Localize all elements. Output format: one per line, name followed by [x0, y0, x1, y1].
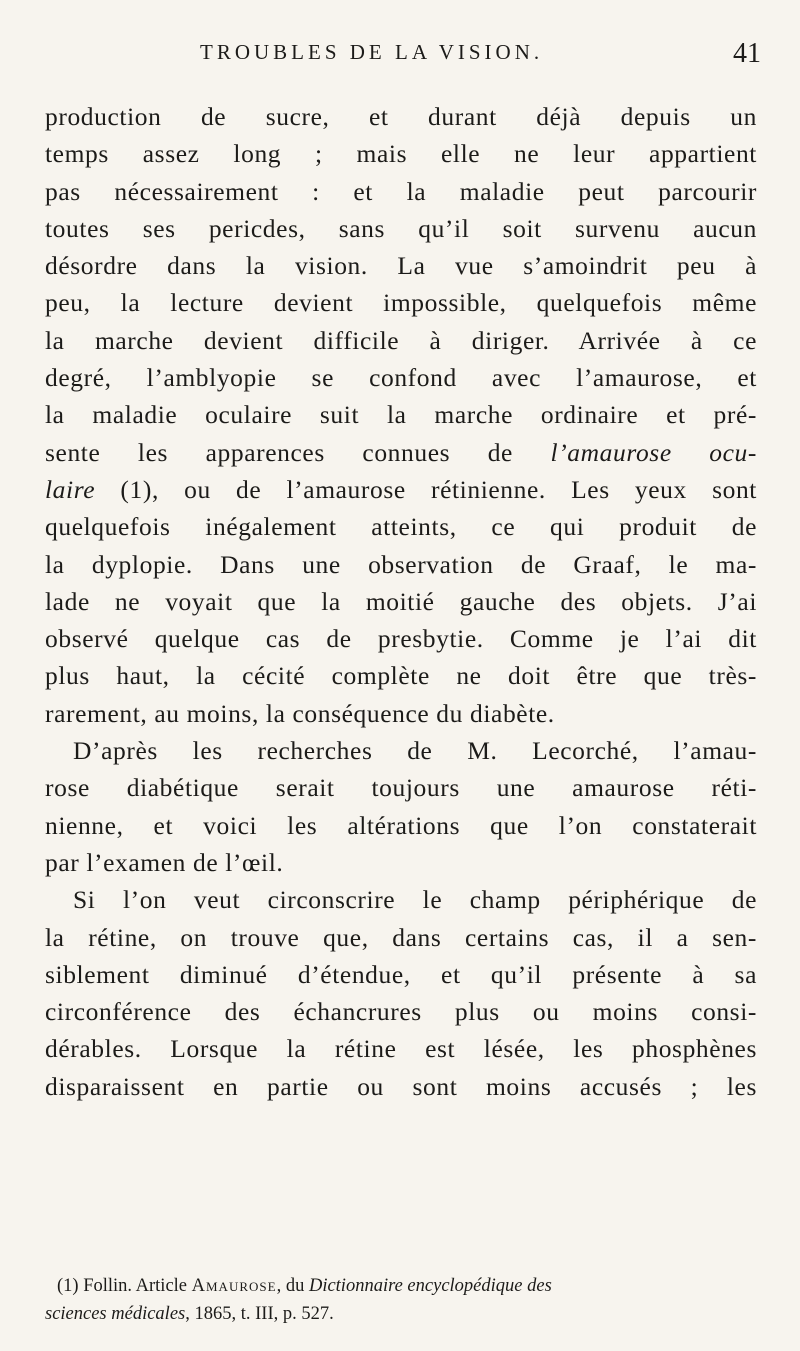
text-line: degré, l’amblyopie se confond avec l’amaurose, et — [45, 363, 757, 393]
text-line: rose diabétique serait toujours une amaurose réti- — [45, 773, 757, 803]
body-text — [45, 98, 757, 1105]
text-line-with-italic — [45, 434, 757, 471]
text-line: dérables. Lorsque la rétine est lésée, les phosphènes — [45, 1034, 757, 1064]
text-line-with-italic — [45, 471, 757, 508]
text-line: quelquefois inégalement atteints, ce qui produit de — [45, 512, 757, 542]
italic-term: l’amaurose ocu- — [550, 437, 757, 467]
footnote-marker: (1) — [57, 1276, 79, 1296]
text-line: circonférence des échancrures plus ou moins consi- — [45, 997, 757, 1027]
italic-term-continuation: laire — [45, 474, 96, 504]
running-header — [200, 40, 800, 74]
footnote — [45, 1272, 757, 1328]
paragraph-start: Si l’on veut circonscrire le champ périphérique de — [73, 885, 757, 915]
footnote-connector: , du — [276, 1276, 305, 1296]
page-number: 41 — [733, 38, 761, 69]
footnote-work-title-continuation: sciences médicales — [45, 1304, 186, 1324]
footnote-line — [45, 1272, 757, 1300]
text-segment: sente les apparences connues de — [45, 437, 551, 467]
text-line: nienne, et voici les altérations que l’on constaterait — [45, 810, 757, 840]
text-line: la marche devient difficile à diriger. Arrivée à ce — [45, 325, 757, 355]
text-line: pas nécessairement : et la maladie peut parcourir — [45, 176, 757, 206]
text-line: peu, la lecture devient impossible, quelquefois même — [45, 288, 757, 318]
text-line: plus haut, la cécité complète ne doit être que très- — [45, 661, 757, 691]
text-line: par l’examen de l’œil. — [45, 847, 284, 877]
text-segment: (1), ou de l’amaurose rétinienne. Les yeux sont — [95, 474, 757, 504]
text-line: observé quelque cas de presbytie. Comme je l’ai dit — [45, 624, 757, 654]
text-line: lade ne voyait que la moitié gauche des objets. J’ai — [45, 586, 757, 616]
text-line: désordre dans la vision. La vue s’amoindrit peu à — [45, 251, 757, 281]
text-line: temps assez long ; mais elle ne leur appartient — [45, 139, 757, 169]
text-line: production de sucre, et durant déjà depuis un — [45, 102, 757, 131]
running-title: TROUBLES DE LA VISION. — [200, 40, 544, 64]
text-line: la maladie oculaire suit la marche ordinaire et pré- — [45, 400, 757, 430]
footnote-article: Amaurose — [191, 1276, 277, 1296]
text-line: rarement, au moins, la conséquence du diabète. — [45, 698, 555, 728]
footnote-details: , 1865, t. III, p. 527. — [185, 1304, 334, 1324]
footnote-work-title: Dictionnaire encyclopédique des — [308, 1276, 552, 1296]
footnote-author: Follin. Article — [83, 1276, 188, 1296]
footnote-line — [45, 1300, 757, 1328]
paragraph-start: D’après les recherches de M. Lecorché, l’amau- — [73, 736, 757, 766]
text-line: toutes ses pericdes, sans qu’il soit survenu aucun — [45, 213, 757, 243]
text-line: disparaissent en partie ou sont moins accusés ; les — [45, 1071, 757, 1101]
text-line: la dyplopie. Dans une observation de Graaf, le ma- — [45, 549, 757, 579]
text-line: siblement diminué d’étendue, et qu’il présente à sa — [45, 959, 757, 989]
text-line: la rétine, on trouve que, dans certains cas, il a sen- — [45, 922, 757, 952]
